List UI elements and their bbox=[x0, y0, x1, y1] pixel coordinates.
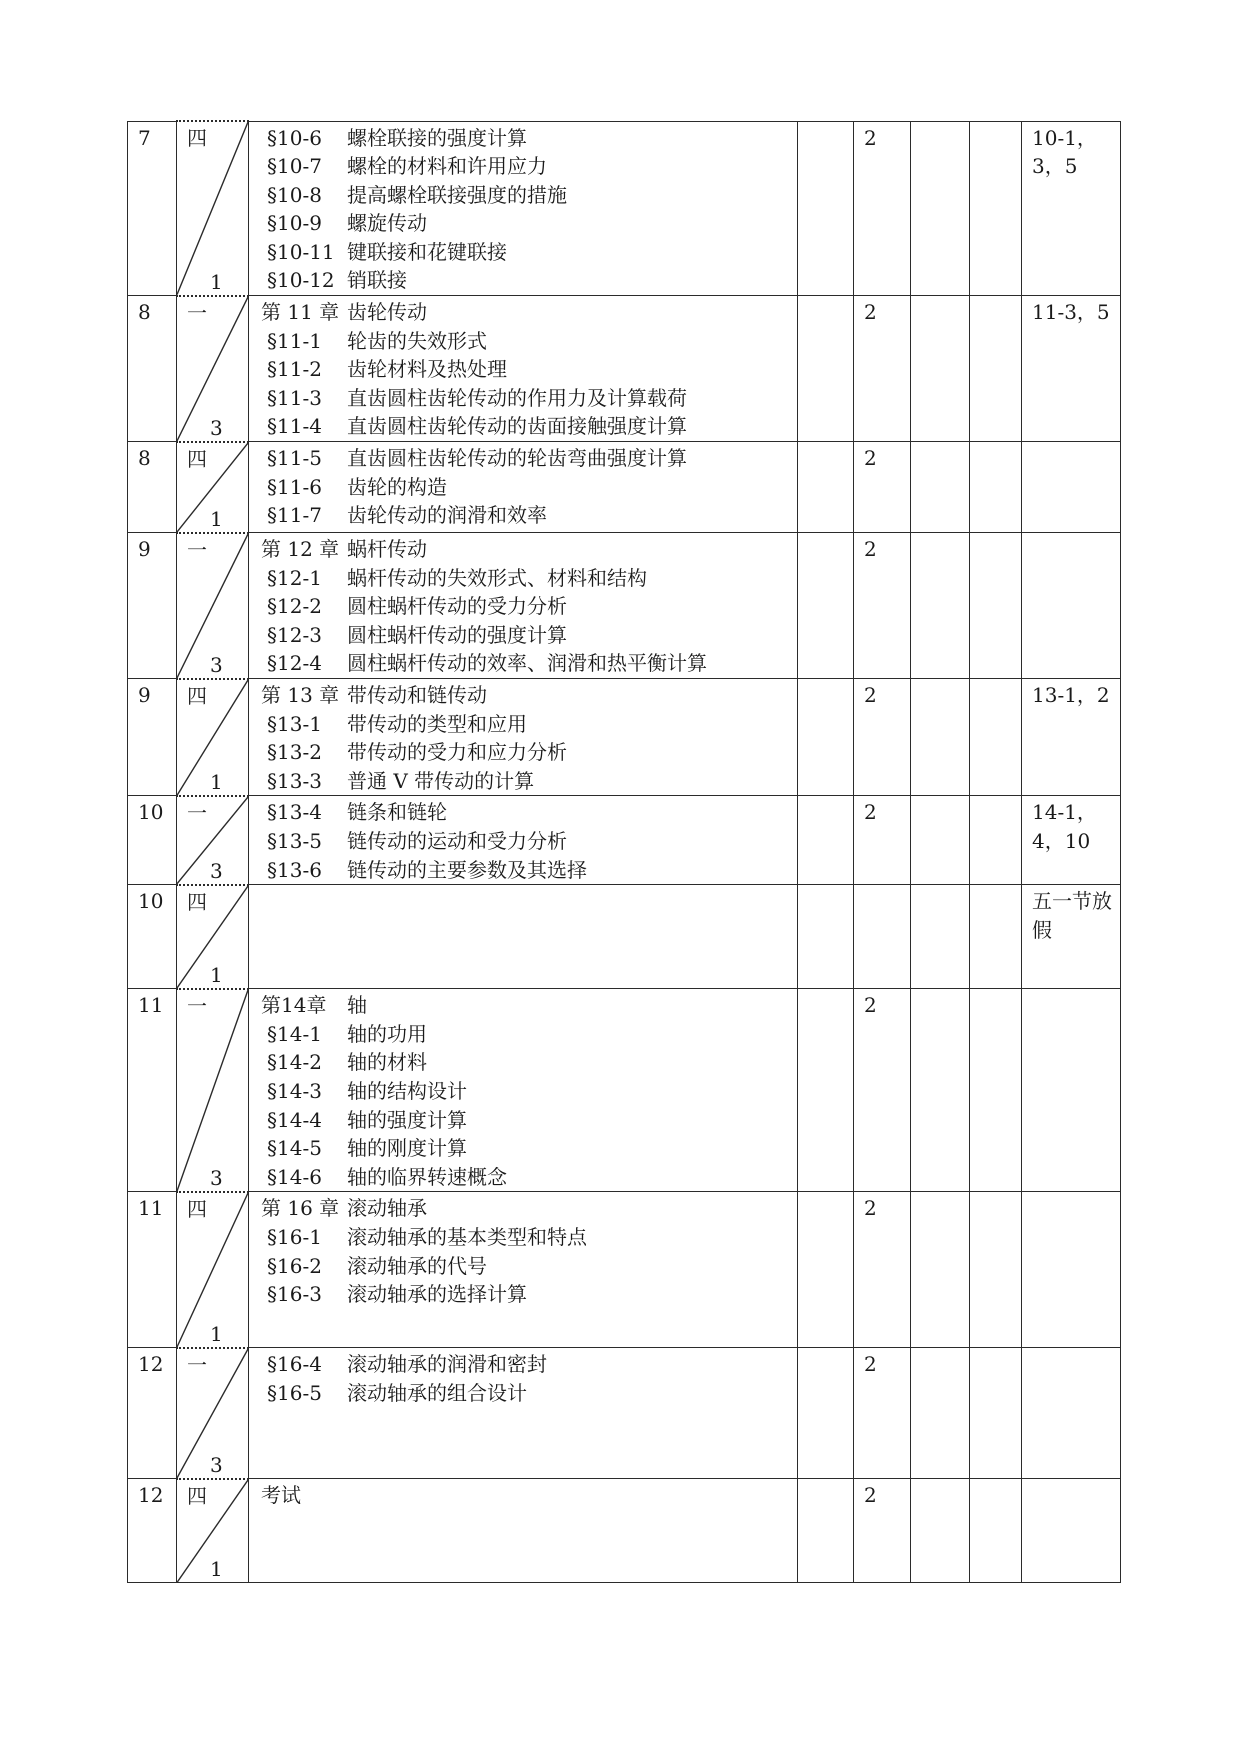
day-period-cell bbox=[177, 442, 249, 533]
weekday-label: 一 bbox=[187, 1352, 207, 1377]
section-number: §11-4 bbox=[267, 414, 322, 439]
weekday-label: 四 bbox=[187, 889, 207, 914]
section-line bbox=[261, 209, 797, 238]
week-cell: 12 bbox=[128, 1479, 177, 1583]
section-number: §14-6 bbox=[267, 1164, 322, 1189]
section-line bbox=[261, 1048, 797, 1077]
chapter-number: 第 13 章 bbox=[261, 683, 340, 707]
section-line bbox=[261, 181, 797, 210]
section-number: §16-4 bbox=[267, 1352, 322, 1377]
hours-cell: 2 bbox=[854, 1348, 911, 1479]
blank-cell bbox=[911, 296, 970, 442]
weekday-label: 四 bbox=[187, 446, 207, 471]
section-line bbox=[261, 124, 797, 153]
content-cell bbox=[249, 121, 798, 296]
schedule-row bbox=[128, 679, 1121, 796]
note-cell bbox=[1022, 989, 1121, 1192]
week-cell: 11 bbox=[128, 989, 177, 1192]
schedule-row bbox=[128, 533, 1121, 679]
blank-cell bbox=[911, 679, 970, 796]
section-line bbox=[261, 384, 797, 413]
week-cell: 8 bbox=[128, 296, 177, 442]
section-title: 链传动的主要参数及其选择 bbox=[347, 857, 587, 882]
section-line bbox=[261, 710, 797, 739]
section-line bbox=[261, 767, 797, 796]
section-line bbox=[261, 501, 797, 530]
content-cell bbox=[249, 1192, 798, 1348]
hours-cell: 2 bbox=[854, 121, 911, 296]
period-label: 3 bbox=[210, 652, 223, 677]
section-number: §11-5 bbox=[267, 446, 322, 471]
chapter-title: 齿轮传动 bbox=[347, 300, 427, 325]
section-number: §10-8 bbox=[267, 182, 322, 207]
period-label: 1 bbox=[210, 962, 223, 987]
section-line bbox=[261, 327, 797, 356]
blank-cell bbox=[911, 796, 970, 885]
week-cell: 9 bbox=[128, 533, 177, 679]
section-line bbox=[261, 592, 797, 621]
section-title: 滚动轴承的润滑和密封 bbox=[347, 1352, 547, 1377]
section-title: 链条和链轮 bbox=[347, 800, 447, 825]
note-cell: 五一节放假 bbox=[1022, 885, 1121, 989]
blank-cell bbox=[970, 1479, 1022, 1583]
period-label: 1 bbox=[210, 1321, 223, 1346]
weekday-label: 四 bbox=[187, 683, 207, 708]
blank-cell bbox=[970, 885, 1022, 989]
section-number: §16-3 bbox=[267, 1282, 322, 1307]
section-number: §13-6 bbox=[267, 857, 322, 882]
blank-cell bbox=[798, 442, 854, 533]
section-number: §16-5 bbox=[267, 1380, 322, 1405]
period-label: 1 bbox=[210, 769, 223, 794]
day-period-cell bbox=[177, 796, 249, 885]
section-title: 圆柱蜗杆传动的强度计算 bbox=[347, 622, 567, 647]
schedule-row bbox=[128, 989, 1121, 1192]
content-cell bbox=[249, 1348, 798, 1479]
section-line bbox=[261, 1252, 797, 1281]
section-line bbox=[261, 473, 797, 502]
section-number: §12-2 bbox=[267, 594, 322, 619]
section-title: 普通 V 带传动的计算 bbox=[347, 768, 535, 793]
blank-cell bbox=[911, 1479, 970, 1583]
section-title: 蜗杆传动的失效形式、材料和结构 bbox=[347, 565, 647, 590]
period-label: 3 bbox=[210, 858, 223, 883]
blank-cell bbox=[970, 796, 1022, 885]
section-number: §14-1 bbox=[267, 1021, 322, 1046]
period-label: 3 bbox=[210, 1452, 223, 1477]
section-line bbox=[261, 444, 797, 473]
blank-cell bbox=[970, 679, 1022, 796]
section-number: §16-2 bbox=[267, 1253, 322, 1278]
schedule-row bbox=[128, 1192, 1121, 1348]
section-title: 轮齿的失效形式 bbox=[347, 328, 487, 353]
note-cell: 10-1，3，5 bbox=[1022, 121, 1121, 296]
blank-cell bbox=[911, 1192, 970, 1348]
chapter-title: 滚动轴承 bbox=[347, 1196, 427, 1221]
content-cell bbox=[249, 989, 798, 1192]
section-line bbox=[261, 738, 797, 767]
schedule-row bbox=[128, 296, 1121, 442]
section-title: 直齿圆柱齿轮传动的齿面接触强度计算 bbox=[347, 414, 687, 439]
section-number: §11-3 bbox=[267, 385, 322, 410]
schedule-rows bbox=[128, 121, 1121, 1583]
section-number: §10-9 bbox=[267, 211, 322, 236]
content-cell bbox=[249, 1479, 798, 1583]
day-period-cell bbox=[177, 1192, 249, 1348]
section-title: 提高螺栓联接强度的措施 bbox=[347, 182, 567, 207]
section-title: 圆柱蜗杆传动的效率、润滑和热平衡计算 bbox=[347, 651, 707, 676]
chapter-number: 考试 bbox=[261, 1483, 301, 1508]
period-label: 1 bbox=[210, 506, 223, 531]
content-cell bbox=[249, 533, 798, 679]
section-number: §14-5 bbox=[267, 1136, 322, 1161]
section-number: §10-12 bbox=[267, 268, 335, 293]
section-title: 螺栓联接的强度计算 bbox=[347, 125, 527, 150]
section-title: 滚动轴承的基本类型和特点 bbox=[347, 1224, 587, 1249]
section-line bbox=[261, 1134, 797, 1163]
week-cell: 10 bbox=[128, 885, 177, 989]
note-cell bbox=[1022, 442, 1121, 533]
day-period-cell bbox=[177, 1348, 249, 1479]
chapter-number: 第 12 章 bbox=[261, 537, 340, 562]
section-line bbox=[261, 856, 797, 885]
blank-cell bbox=[911, 1348, 970, 1479]
section-line bbox=[261, 1077, 797, 1106]
section-number: §13-2 bbox=[267, 740, 322, 765]
blank-cell bbox=[798, 121, 854, 296]
schedule-grid bbox=[127, 120, 1121, 1583]
section-line bbox=[261, 1020, 797, 1049]
weekday-label: 四 bbox=[187, 1196, 207, 1221]
period-label: 3 bbox=[210, 1165, 223, 1190]
hours-cell: 2 bbox=[854, 796, 911, 885]
section-number: §13-3 bbox=[267, 768, 322, 793]
section-line bbox=[261, 621, 797, 650]
section-title: 直齿圆柱齿轮传动的作用力及计算载荷 bbox=[347, 385, 687, 410]
section-title: 螺栓的材料和许用应力 bbox=[347, 154, 547, 179]
weekday-label: 一 bbox=[187, 993, 207, 1018]
section-line bbox=[261, 827, 797, 856]
section-line bbox=[261, 1163, 797, 1192]
schedule-row bbox=[128, 796, 1121, 885]
period-label: 3 bbox=[210, 415, 223, 440]
note-cell bbox=[1022, 1192, 1121, 1348]
schedule-row bbox=[128, 1348, 1121, 1479]
weekday-label: 一 bbox=[187, 300, 207, 325]
hours-cell: 2 bbox=[854, 679, 911, 796]
schedule-row bbox=[128, 885, 1121, 989]
section-number: §16-1 bbox=[267, 1224, 322, 1249]
blank-cell bbox=[911, 442, 970, 533]
section-title: 轴的功用 bbox=[347, 1021, 427, 1046]
blank-cell bbox=[798, 533, 854, 679]
chapter-title: 带传动和链传动 bbox=[347, 683, 487, 707]
section-number: §11-7 bbox=[267, 503, 322, 528]
section-line bbox=[261, 798, 797, 827]
chapter-line bbox=[261, 1481, 797, 1510]
schedule-row bbox=[128, 442, 1121, 533]
chapter-line bbox=[261, 991, 797, 1020]
section-number: §12-1 bbox=[267, 565, 322, 590]
section-line bbox=[261, 649, 797, 678]
section-title: 圆柱蜗杆传动的受力分析 bbox=[347, 594, 567, 619]
section-number: §12-4 bbox=[267, 651, 322, 676]
day-period-cell bbox=[177, 533, 249, 679]
weekday-label: 一 bbox=[187, 537, 207, 562]
blank-cell bbox=[911, 533, 970, 679]
section-title: 滚动轴承的组合设计 bbox=[347, 1380, 527, 1405]
section-line bbox=[261, 412, 797, 441]
day-period-cell bbox=[177, 1479, 249, 1583]
content-cell bbox=[249, 885, 798, 989]
section-line bbox=[261, 1379, 797, 1408]
section-title: 轴的强度计算 bbox=[347, 1107, 467, 1132]
hours-cell bbox=[854, 885, 911, 989]
section-line bbox=[261, 1223, 797, 1252]
blank-cell bbox=[798, 679, 854, 796]
note-cell bbox=[1022, 1348, 1121, 1479]
section-title: 齿轮材料及热处理 bbox=[347, 357, 507, 382]
blank-cell bbox=[911, 989, 970, 1192]
hours-cell: 2 bbox=[854, 1192, 911, 1348]
blank-cell bbox=[970, 989, 1022, 1192]
section-title: 轴的临界转速概念 bbox=[347, 1164, 507, 1189]
section-title: 销联接 bbox=[347, 268, 407, 293]
section-number: §12-3 bbox=[267, 622, 322, 647]
note-cell bbox=[1022, 533, 1121, 679]
blank-cell bbox=[798, 1192, 854, 1348]
section-number: §13-5 bbox=[267, 828, 322, 853]
section-line bbox=[261, 1280, 797, 1309]
schedule-row bbox=[128, 1479, 1121, 1583]
blank-cell bbox=[798, 296, 854, 442]
day-period-cell bbox=[177, 885, 249, 989]
hours-cell: 2 bbox=[854, 442, 911, 533]
weekday-label: 四 bbox=[187, 1483, 207, 1508]
chapter-line bbox=[261, 535, 797, 564]
section-number: §11-1 bbox=[267, 328, 322, 353]
section-line bbox=[261, 266, 797, 295]
note-cell: 13-1，2 bbox=[1022, 679, 1121, 796]
section-line bbox=[261, 1106, 797, 1135]
hours-cell: 2 bbox=[854, 1479, 911, 1583]
blank-cell bbox=[798, 1479, 854, 1583]
content-cell bbox=[249, 679, 798, 796]
section-title: 链传动的运动和受力分析 bbox=[347, 828, 567, 853]
blank-cell bbox=[970, 296, 1022, 442]
section-line bbox=[261, 1350, 797, 1379]
blank-cell bbox=[970, 1348, 1022, 1479]
section-number: §14-2 bbox=[267, 1050, 322, 1075]
section-number: §10-11 bbox=[267, 239, 335, 264]
day-period-cell bbox=[177, 296, 249, 442]
section-number: §10-7 bbox=[267, 154, 322, 179]
content-cell bbox=[249, 796, 798, 885]
blank-cell bbox=[970, 533, 1022, 679]
hours-cell: 2 bbox=[854, 533, 911, 679]
section-title: 键联接和花键联接 bbox=[347, 239, 507, 264]
chapter-line bbox=[261, 1194, 797, 1223]
section-title: 带传动的类型和应用 bbox=[347, 711, 527, 736]
period-label: 1 bbox=[210, 269, 223, 294]
section-title: 直齿圆柱齿轮传动的轮齿弯曲强度计算 bbox=[347, 446, 687, 471]
blank-cell bbox=[911, 121, 970, 296]
schedule-row bbox=[128, 121, 1121, 296]
section-title: 齿轮传动的润滑和效率 bbox=[347, 503, 547, 528]
chapter-number: 第14章 bbox=[261, 993, 327, 1018]
chapter-line bbox=[261, 298, 797, 327]
chapter-number: 第 11 章 bbox=[261, 300, 340, 325]
blank-cell bbox=[798, 885, 854, 989]
section-number: §11-2 bbox=[267, 357, 322, 382]
section-line bbox=[261, 564, 797, 593]
chapter-title: 蜗杆传动 bbox=[347, 537, 427, 562]
blank-cell bbox=[798, 796, 854, 885]
week-cell: 7 bbox=[128, 121, 177, 296]
section-title: 齿轮的构造 bbox=[347, 474, 447, 499]
section-number: §13-4 bbox=[267, 800, 322, 825]
section-number: §14-4 bbox=[267, 1107, 322, 1132]
section-line bbox=[261, 152, 797, 181]
week-cell: 8 bbox=[128, 442, 177, 533]
section-number: §13-1 bbox=[267, 711, 322, 736]
section-title: 轴的结构设计 bbox=[347, 1078, 467, 1103]
section-title: 滚动轴承的选择计算 bbox=[347, 1282, 527, 1307]
section-line bbox=[261, 238, 797, 267]
section-title: 螺旋传动 bbox=[347, 211, 427, 236]
chapter-number: 第 16 章 bbox=[261, 1196, 340, 1221]
week-cell: 9 bbox=[128, 679, 177, 796]
section-title: 轴的材料 bbox=[347, 1050, 427, 1075]
blank-cell bbox=[911, 885, 970, 989]
note-cell: 14-1，4，10 bbox=[1022, 796, 1121, 885]
period-label: 1 bbox=[210, 1557, 223, 1582]
blank-cell bbox=[798, 989, 854, 1192]
blank-cell bbox=[970, 1192, 1022, 1348]
week-cell: 11 bbox=[128, 1192, 177, 1348]
section-line bbox=[261, 355, 797, 384]
section-number: §10-6 bbox=[267, 125, 322, 150]
content-cell bbox=[249, 442, 798, 533]
note-cell: 11-3，5 bbox=[1022, 296, 1121, 442]
chapter-line bbox=[261, 681, 797, 710]
section-title: 带传动的受力和应力分析 bbox=[347, 740, 567, 765]
weekday-label: 四 bbox=[187, 126, 207, 150]
weekday-label: 一 bbox=[187, 800, 207, 825]
week-cell: 10 bbox=[128, 796, 177, 885]
note-cell bbox=[1022, 1479, 1121, 1583]
teaching-schedule-table bbox=[127, 120, 1120, 1583]
day-period-cell bbox=[177, 121, 249, 296]
chapter-title: 轴 bbox=[347, 993, 367, 1018]
blank-cell bbox=[970, 442, 1022, 533]
day-period-cell bbox=[177, 679, 249, 796]
hours-cell: 2 bbox=[854, 296, 911, 442]
section-title: 滚动轴承的代号 bbox=[347, 1253, 487, 1278]
section-number: §11-6 bbox=[267, 474, 322, 499]
hours-cell: 2 bbox=[854, 989, 911, 1192]
section-title: 轴的刚度计算 bbox=[347, 1136, 467, 1161]
blank-cell bbox=[798, 1348, 854, 1479]
week-cell: 12 bbox=[128, 1348, 177, 1479]
day-period-cell bbox=[177, 989, 249, 1192]
content-cell bbox=[249, 296, 798, 442]
section-number: §14-3 bbox=[267, 1078, 322, 1103]
blank-cell bbox=[970, 121, 1022, 296]
